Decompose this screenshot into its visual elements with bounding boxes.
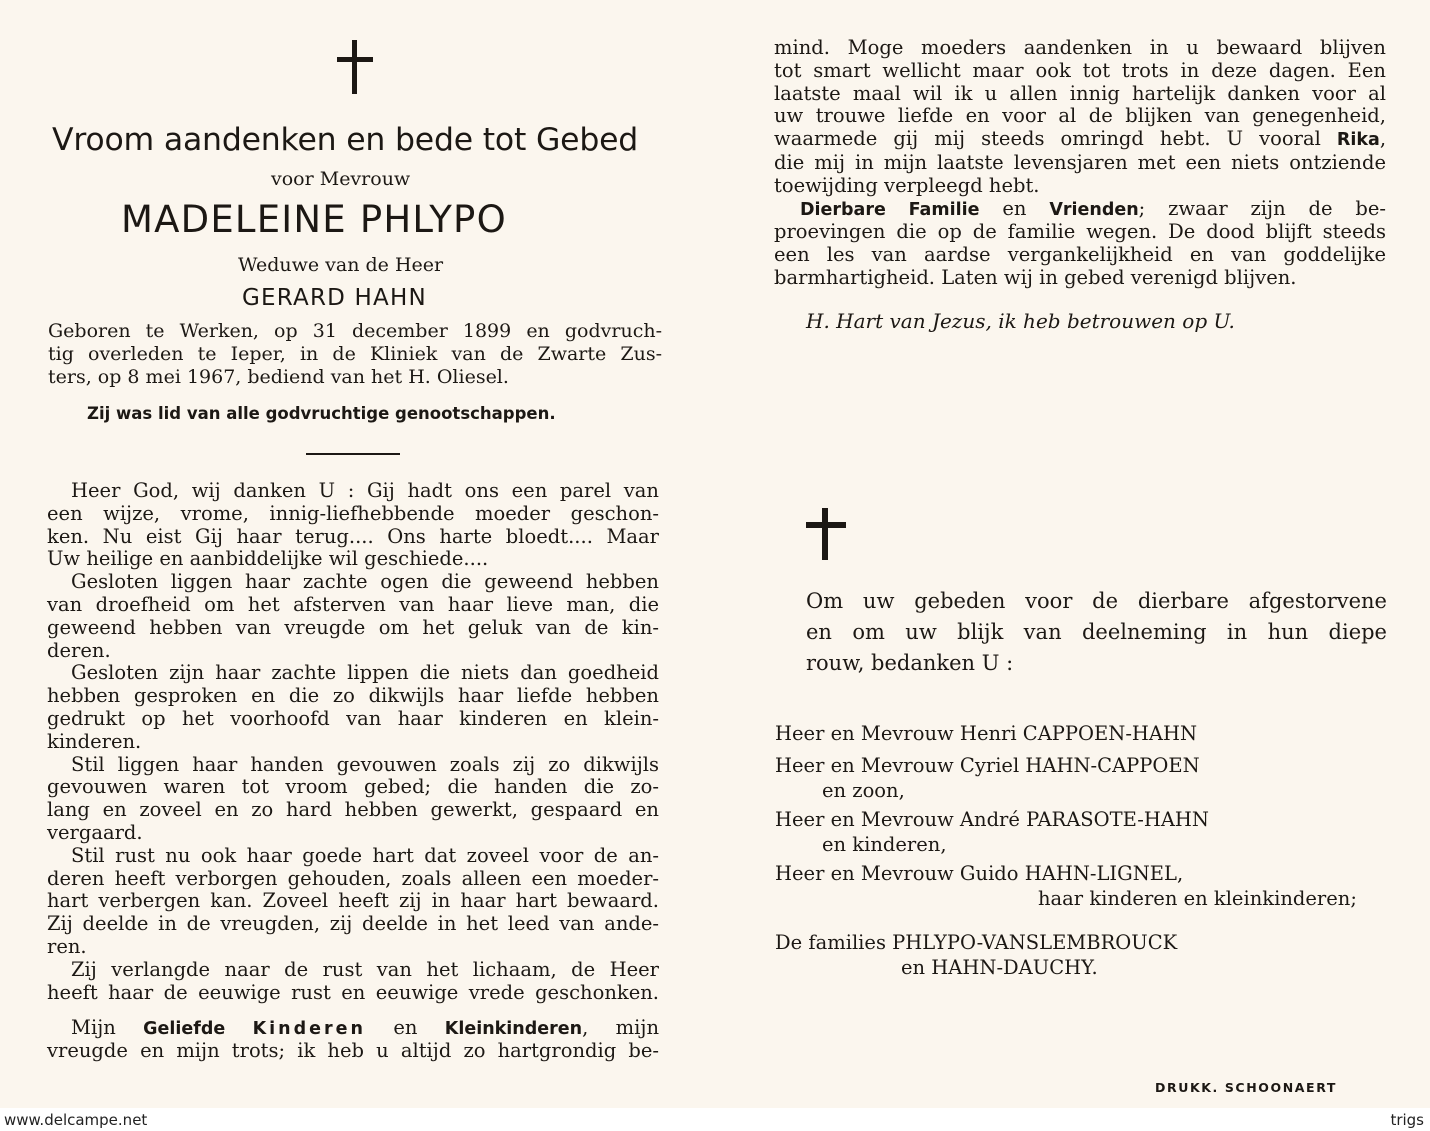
thanks-line: en om uw blijk van deelneming in hun diepe	[806, 620, 1387, 644]
family-entry: en HAHN-DAUCHY.	[901, 956, 1098, 979]
prayer-line: hebben gesproken en die zo dikwijls haar liefde hebben	[47, 684, 659, 708]
text-line: een les van aardse vergankelijkheid en van goddelijke	[774, 243, 1386, 267]
text-line: uw trouwe liefde en voor al de blijken van genegenheid,	[774, 104, 1386, 128]
prayer-line: ren.	[47, 934, 87, 958]
right-top-block	[774, 37, 1386, 290]
family-post: ; zwaar zijn de be-	[1138, 196, 1387, 220]
invocation: H. Hart van Jezus, ik heb betrouwen op U.	[806, 309, 1235, 333]
prayer-line: lang en zoveel en zo hard hebben gewerkt, gespaard en	[47, 798, 659, 822]
bio-line: tig overleden te Ieper, in de Kliniek van de Zwarte Zus-	[48, 342, 662, 365]
member-line: Zij was lid van alle godvruchtige genootschappen.	[87, 404, 556, 423]
prayer-line: vergaard.	[47, 820, 143, 844]
prayer-text	[47, 480, 659, 1004]
children-b2: Kinderen	[252, 1019, 366, 1039]
children-b3: Kleinkinderen	[444, 1019, 583, 1039]
family-line	[774, 198, 1386, 222]
prayer-line: van droefheid om het afsterven van haar lieve man, die	[47, 592, 659, 616]
prayer-line: ken. Nu eist Gij haar terug.... Ons harte bloedt.... Maar	[47, 524, 659, 548]
divider	[306, 453, 400, 455]
prayer-line: deren heeft verborgen gehouden, zoals alleen een moeder-	[47, 866, 659, 890]
for-label: voor Mevrouw	[271, 168, 411, 190]
family-mid: en	[979, 196, 1050, 220]
family-entry: Heer en Mevrouw André PARASOTE-HAHN	[775, 808, 1209, 831]
prayer-line: hart verbergen kan. Zoveel heeft zij in haar hart bewaard.	[47, 889, 659, 913]
prayer-line: Uw heilige en aanbiddelijke wil geschiede....	[47, 547, 489, 571]
bio-block	[48, 320, 662, 388]
thanks-block	[806, 586, 1387, 679]
cross-icon	[337, 40, 373, 94]
family-entry: haar kinderen en kleinkinderen;	[1038, 887, 1357, 910]
text-line: mind. Moge moeders aandenken in u bewaard blijven	[774, 36, 1386, 59]
rika-post: ,	[1379, 127, 1387, 151]
text-line	[774, 128, 1386, 152]
prayer-line: Zij verlangde naar de rust van het lichaam, de Heer	[71, 957, 659, 981]
family-entry: en kinderen,	[822, 833, 947, 856]
prayer-line: Stil rust nu ook haar goede hart dat zoveel voor de an-	[71, 843, 659, 867]
watermark-right: trigs	[1390, 1111, 1424, 1129]
cross-icon	[806, 508, 846, 560]
text-line: proevingen die op de familie wegen. De dood blijft steeds	[774, 220, 1386, 244]
heading: Vroom aandenken en bede tot Gebed	[52, 122, 639, 158]
watermark-bar	[0, 1108, 1430, 1131]
last-line: vreugde en mijn trots; ik heb u altijd zo hartgrondig be-	[47, 1039, 659, 1062]
prayer-line: heeft haar de eeuwige rust en eeuwige vrede geschonken.	[47, 980, 659, 1004]
prayer-line: Gesloten zijn haar zachte lippen die niets dan goedheid	[71, 661, 659, 685]
text-line: die mij in mijn laatste levensjaren met een niets ontziende	[774, 150, 1386, 174]
thanks-line: Om uw gebeden voor de dierbare afgestorvene	[806, 589, 1387, 613]
widow-of-label: Weduwe van de Heer	[238, 254, 444, 276]
bio-line: ters, op 8 mei 1967, bediend van het H. Oliesel.	[48, 365, 509, 388]
text-line: toewijding verpleegd hebt.	[774, 173, 1040, 197]
prayer-line: een wijze, vrome, innig-liefhebbende moeder geschon-	[47, 501, 659, 525]
rika-name: Rika	[1336, 130, 1380, 151]
deceased-name: MADELEINE PHLYPO	[121, 198, 507, 241]
family-entry: Heer en Mevrouw Cyriel HAHN-CAPPOEN	[775, 754, 1200, 777]
prayer-line: geweend hebben van vreugde om het geluk van de kin-	[47, 615, 659, 639]
prayer-line: Stil liggen haar handen gevouwen zoals zij zo dikwijls	[71, 752, 659, 776]
printer-mark: DRUKK. SCHOONAERT	[1155, 1080, 1337, 1095]
text-line: barmhartigheid. Laten wij in gebed verenigd blijven.	[774, 265, 1297, 289]
prayer-line: kinderen.	[47, 729, 142, 753]
rika-pre: waarmede gij mij steeds omringd hebt. U vooral	[774, 127, 1321, 151]
family-entry: Heer en Mevrouw Henri CAPPOEN-HAHN	[775, 722, 1198, 745]
family-b2: Vrienden	[1049, 199, 1139, 220]
children-sep	[225, 1016, 252, 1039]
text-line: laatste maal wil ik u allen innig hartelijk danken voor al	[774, 81, 1386, 105]
children-b1: Geliefde	[143, 1019, 226, 1039]
family-entry: De families PHLYPO-VANSLEMBROUCK	[775, 931, 1178, 954]
prayer-line: Heer God, wij danken U : Gij hadt ons een parel van	[71, 479, 659, 502]
husband-name: GERARD HAHN	[242, 285, 427, 311]
family-entry: Heer en Mevrouw Guido HAHN-LIGNEL,	[775, 862, 1184, 885]
watermark-left: www.delcampe.net	[4, 1111, 148, 1129]
family-b1: Dierbare Familie	[800, 199, 980, 220]
children-mid: en	[365, 1016, 445, 1039]
children-post: , mijn	[582, 1016, 659, 1039]
prayer-line: deren.	[47, 638, 111, 662]
text-line: tot smart wellicht maar ook tot trots in deze dagen. Een	[774, 58, 1386, 82]
prayer-line: gevouwen waren tot vroom gebed; die handen die zo-	[47, 775, 659, 799]
prayer-line: Gesloten liggen haar zachte ogen die geweend hebben	[71, 570, 659, 594]
prayer-line: Zij deelde in de vreugden, zij deelde in het leed van ande-	[47, 912, 659, 936]
children-line	[47, 1017, 659, 1041]
children-pre: Mijn	[71, 1016, 144, 1039]
prayer-line: gedrukt op het voorhoofd van haar kinderen en klein-	[47, 706, 659, 730]
thanks-line: rouw, bedanken U :	[806, 651, 1014, 675]
bio-line: Geboren te Werken, op 31 december 1899 en godvruch-	[48, 320, 662, 342]
family-entry: en zoon,	[822, 779, 905, 802]
